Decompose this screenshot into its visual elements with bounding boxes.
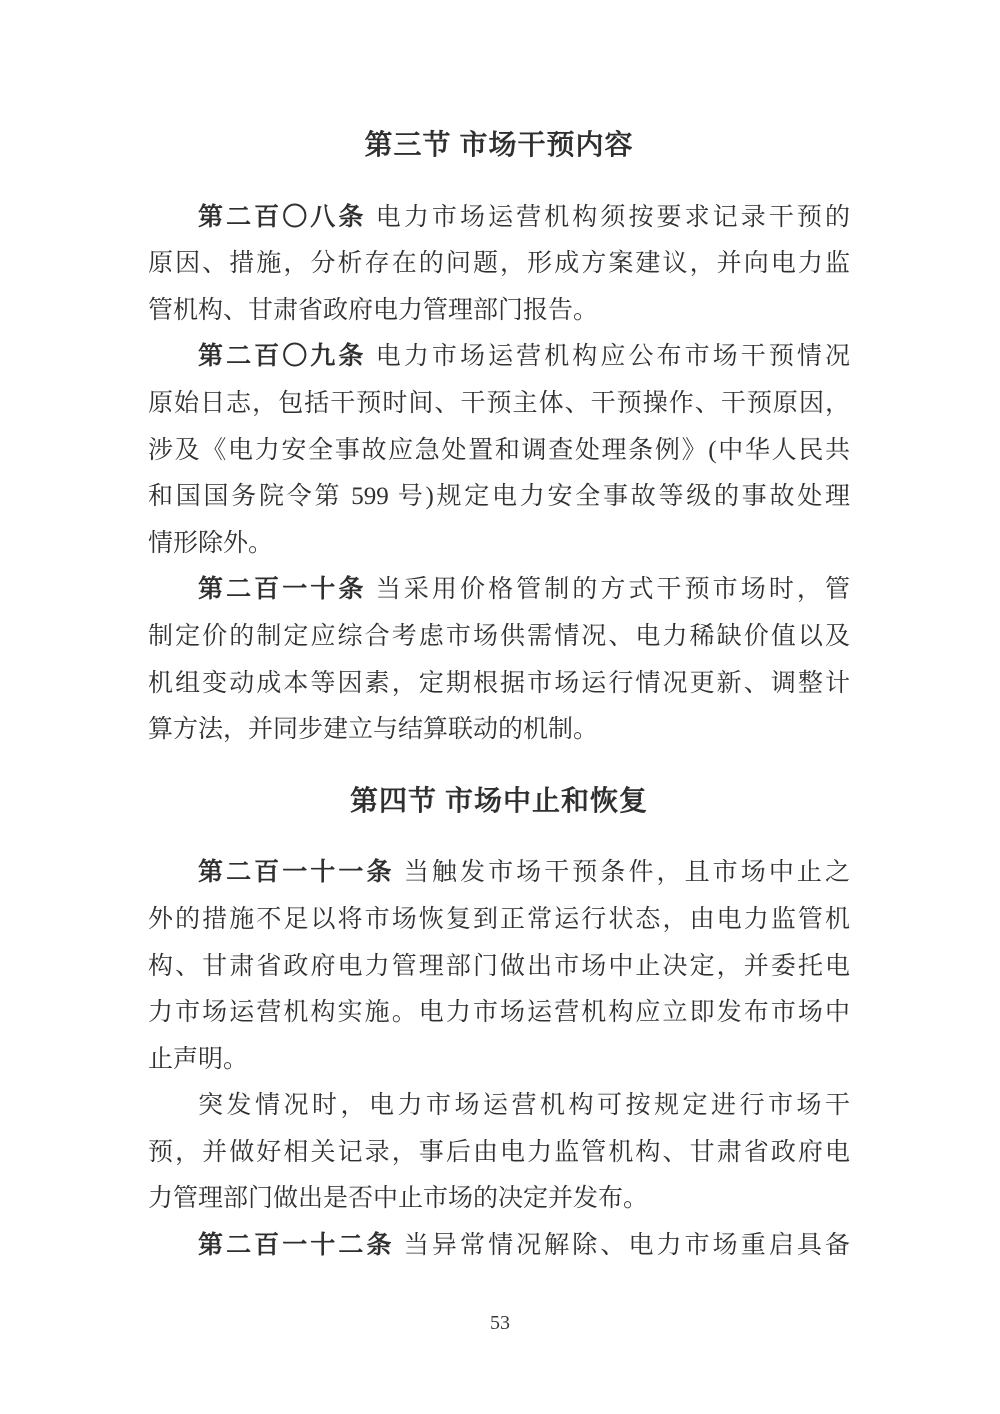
text-line: 第二百一十条 当采用价格管制的方式干预市场时，管 <box>198 576 850 604</box>
article-number: 第二百一十一条 <box>198 859 395 887</box>
article-number: 第二百一十条 <box>198 576 367 604</box>
text-line: 制定价的制定应综合考虑市场供需情况、电力稀缺价值以及 <box>148 622 850 650</box>
paragraph <box>148 1083 850 1223</box>
text-line: 原始日志，包括干预时间、干预主体、干预操作、干预原因， <box>148 389 850 417</box>
paragraph <box>148 334 850 567</box>
article-number: 第二百〇九条 <box>198 343 367 371</box>
text-line: 算方法，并同步建立与结算联动的机制。 <box>148 716 599 744</box>
text-line: 管机构、甘肃省政府电力管理部门报告。 <box>148 296 599 324</box>
text-line: 第二百一十一条 当触发市场干预条件，且市场中止之 <box>198 859 850 887</box>
article-number: 第二百〇八条 <box>198 203 367 231</box>
text-line: 突发情况时，电力市场运营机构可按规定进行市场干 <box>198 1092 850 1120</box>
paragraph <box>148 567 850 753</box>
paragraph <box>148 1223 850 1270</box>
text-line: 力管理部门做出是否中止市场的决定并发布。 <box>148 1185 649 1213</box>
text-line: 情形除外。 <box>148 529 274 557</box>
text-line: 第二百〇九条 电力市场运营机构应公布市场干预情况 <box>198 343 850 371</box>
text-line: 涉及《电力安全事故应急处置和调查处理条例》(中华人民共 <box>148 436 850 464</box>
section-heading: 第四节 市场中止和恢复 <box>349 785 648 817</box>
page-number: 53 <box>490 1312 510 1334</box>
text-line: 外的措施不足以将市场恢复到正常运行状态，由电力监管机 <box>148 905 850 933</box>
text-line: 第二百〇八条 电力市场运营机构须按要求记录干预的 <box>198 203 850 231</box>
text-line: 力市场运营机构实施。电力市场运营机构应立即发布市场中 <box>148 999 850 1027</box>
paragraph <box>148 850 850 1083</box>
text-line: 第二百一十二条 当异常情况解除、电力市场重启具备 <box>198 1232 850 1260</box>
section-heading: 第三节 市场干预内容 <box>364 130 634 161</box>
text-line: 止声明。 <box>148 1045 249 1073</box>
paragraph <box>148 195 850 335</box>
text-line: 机组变动成本等因素，定期根据市场运行情况更新、调整计 <box>148 669 850 697</box>
text-line: 原因、措施，分析存在的问题，形成方案建议，并向电力监 <box>148 250 850 278</box>
text-line: 和国国务院令第 599 号)规定电力安全事故等级的事故处理 <box>148 483 850 511</box>
text-line: 构、甘肃省政府电力管理部门做出市场中止决定，并委托电 <box>148 952 850 980</box>
article-number: 第二百一十二条 <box>198 1232 395 1260</box>
document-content <box>148 98 850 1270</box>
text-line: 预，并做好相关记录，事后由电力监管机构、甘肃省政府电 <box>148 1138 850 1166</box>
